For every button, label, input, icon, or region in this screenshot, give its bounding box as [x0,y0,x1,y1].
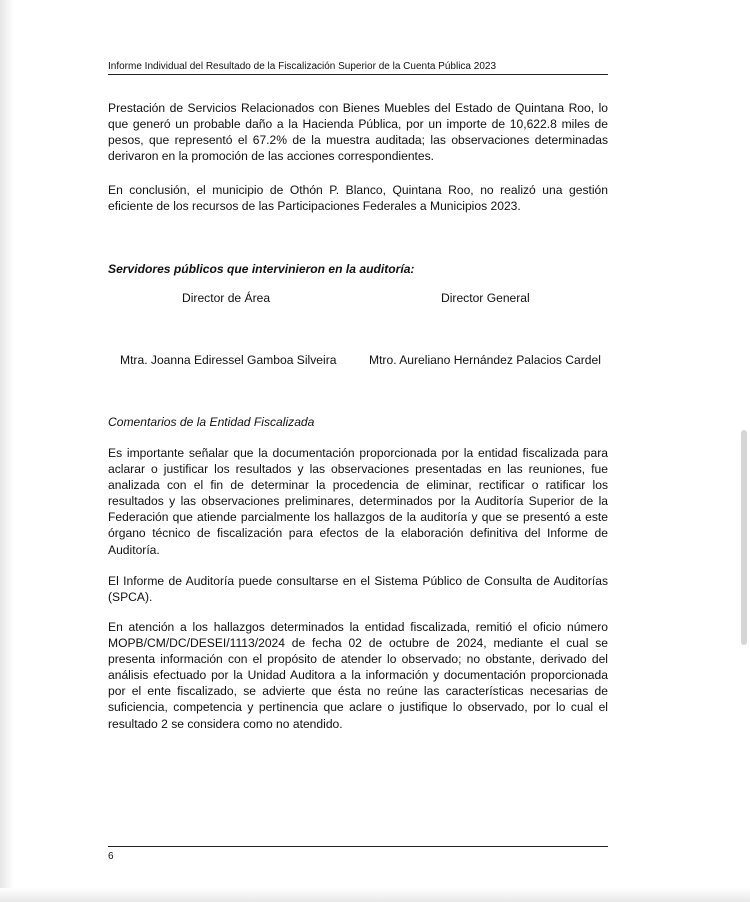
document-header: Informe Individual del Resultado de la Fiscalización Superior de la Cuenta Pública 2023 [108,61,497,72]
comentarios-heading: Comentarios de la Entidad Fiscalizada [108,415,315,429]
signature-name-director-general: Mtro. Aureliano Hernández Palacios Cardel [369,353,601,367]
signature-name-director-area: Mtra. Joanna Ediressel Gamboa Silveira [120,353,337,367]
servidores-heading: Servidores públicos que intervinieron en la auditoría: [108,262,415,276]
signature-title-director-area: Director de Área [182,291,271,305]
page-edge-shadow [0,0,14,902]
page-number: 6 [108,851,114,862]
signature-title-director-general: Director General [441,291,530,305]
header-divider [108,74,608,75]
page-bottom-shadow [0,888,750,902]
paragraph-findings-response: En atención a los hallazgos determinados la entidad fiscalizada, remitió el oficio número MOPB/CM/DC/DESEI/1113/2024 de fecha 02 de octubre de 2024, mediante el cual se presenta información con el propósito de atender lo observado; no obstante, derivado del análisis efectuado por la Unidad Auditora a la información y documentación proporcionada por el ente fiscalizado, se advierte que ésta no reúne las características necesarias de suficiencia, competencia y pertinencia que aclare o justifique lo observado, por lo cual el resultado 2 se considera como no atendido. [108,620,608,731]
paragraph-spca: El Informe de Auditoría puede consultarse en el Sistema Público de Consulta de Auditorías (SPCA). [108,574,608,605]
vertical-scrollbar[interactable] [741,430,747,645]
footer-divider [108,846,608,847]
paragraph-documentation-review: Es importante señalar que la documentación proporcionada por la entidad fiscalizada para aclarar o justificar los resultados y las observaciones presentadas en las reuniones, fue analizada con el fin de determinar la procedencia de eliminar, rectificar o ratificar los resultados y las observaciones preliminares, determinados por la Auditoría Superior de la Federación que atiende parcialmente los hallazgos de la auditoría y que se presentó a este órgano técnico de fiscalización para efectos de la elaboración definitiva del Informe de Auditoría. [108,446,608,557]
paragraph-result-summary: Prestación de Servicios Relacionados con Bienes Muebles del Estado de Quintana Roo, lo que generó un probable daño a la Hacienda Pública, por un importe de 10,622.8 miles de pesos, que representó el 67.2% de la muestra auditada; las observaciones determinadas derivaron en la promoción de las acciones correspondientes. [108,101,608,164]
paragraph-conclusion: En conclusión, el municipio de Othón P. Blanco, Quintana Roo, no realizó una gestión eficiente de los recursos de las Participaciones Federales a Municipios 2023. [108,183,608,214]
